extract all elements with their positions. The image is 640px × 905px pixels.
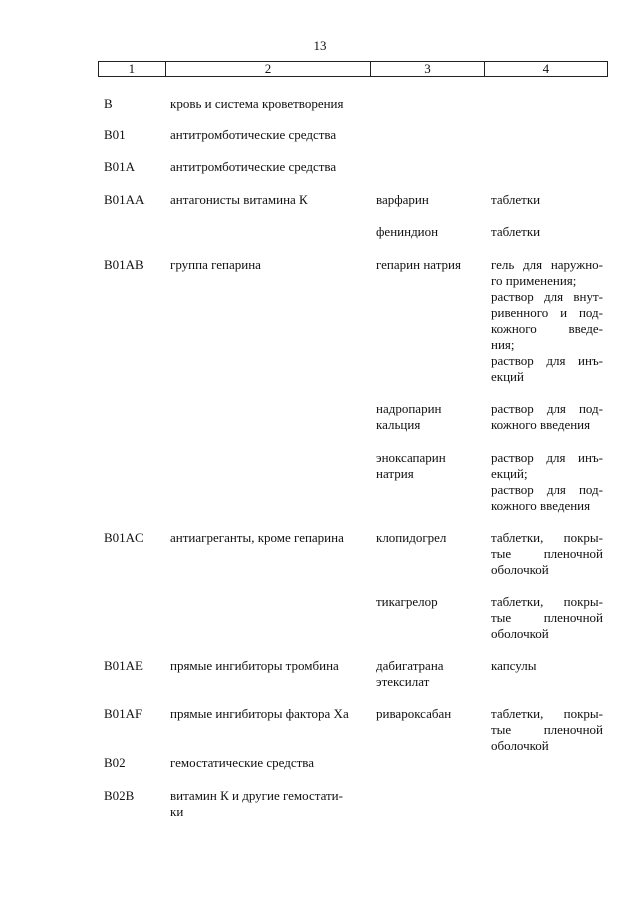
atc-group-name-line: антиагреганты, кроме гепарина: [170, 530, 344, 545]
drug-name: [376, 706, 482, 722]
drug-name-line: дабигатрана: [376, 658, 444, 673]
dosage-form: [491, 192, 603, 208]
dosage-form-line: тые пленочной: [491, 610, 603, 625]
atc-group-name-line: кровь и система кроветворения: [170, 96, 344, 111]
dosage-form-line: екций: [491, 369, 524, 384]
dosage-form-line: гель для наружно-: [491, 257, 603, 272]
dosage-form-line: раствор для инъ-: [491, 450, 603, 465]
dosage-form-line: раствор для внут-: [491, 289, 603, 304]
drug-name-line: этексилат: [376, 674, 430, 689]
atc-group-name-line: группа гепарина: [170, 257, 261, 272]
dosage-form-line: ривенного и под-: [491, 305, 603, 320]
atc-group-name: [170, 127, 370, 143]
atc-code: B01AE: [104, 658, 143, 673]
atc-group-name-line: ки: [170, 804, 184, 819]
dosage-form: [491, 658, 603, 674]
dosage-form-line: екций;: [491, 466, 528, 481]
drug-name-line: варфарин: [376, 192, 429, 207]
dosage-form-line: раствор для под-: [491, 401, 603, 416]
atc-code: B01AC: [104, 530, 144, 545]
dosage-form-line: кожного введения: [491, 498, 591, 513]
atc-group-name: [170, 192, 370, 208]
column-header-1: 1: [99, 62, 166, 77]
atc-code: B01A: [104, 159, 136, 174]
dosage-form-line: тые пленочной: [491, 546, 603, 561]
dosage-form-line: оболочкой: [491, 562, 549, 577]
dosage-form-line: оболочкой: [491, 626, 549, 641]
dosage-form: [491, 530, 603, 578]
atc-group-name-line: гемостатические средства: [170, 755, 315, 770]
dosage-form: [491, 401, 603, 433]
atc-group-name: [170, 96, 370, 112]
atc-group-name-line: прямые ингибиторы фактора Ха: [170, 706, 349, 721]
drug-name-line: ривароксабан: [376, 706, 452, 721]
drug-name-line: гепарин натрия: [376, 257, 461, 272]
atc-group-name-line: прямые ингибиторы тромбина: [170, 658, 339, 673]
dosage-form-line: го применения;: [491, 273, 577, 288]
dosage-form-line: ния;: [491, 337, 515, 352]
drug-name: [376, 530, 482, 546]
dosage-form-line: оболочкой: [491, 738, 549, 753]
dosage-form-line: кожного введе-: [491, 321, 603, 336]
dosage-form: [491, 594, 603, 642]
dosage-form: [491, 224, 603, 240]
atc-code: B01AA: [104, 192, 145, 207]
drug-name-line: надропарин: [376, 401, 442, 416]
dosage-form-line: таблетки, покры-: [491, 594, 603, 609]
dosage-form-line: тые пленочной: [491, 722, 603, 737]
drug-name: [376, 401, 482, 433]
drug-name: [376, 450, 482, 482]
drug-name-line: натрия: [376, 466, 414, 481]
dosage-form-line: таблетки, покры-: [491, 530, 603, 545]
atc-code: B02B: [104, 788, 135, 803]
atc-code: B: [104, 96, 113, 111]
atc-group-name: [170, 257, 370, 273]
atc-code: B01: [104, 127, 126, 142]
atc-group-name-line: антитромботические средства: [170, 159, 337, 174]
column-header-table: [98, 61, 608, 77]
dosage-form-line: кожного введения: [491, 417, 591, 432]
drug-name: [376, 594, 482, 610]
atc-group-name: [170, 706, 370, 722]
drug-name-line: эноксапарин: [376, 450, 446, 465]
dosage-form-line: таблетки: [491, 224, 541, 239]
atc-group-name-line: витамин К и другие гемостати-: [170, 788, 343, 803]
dosage-form-line: таблетки, покры-: [491, 706, 603, 721]
drug-name: [376, 224, 482, 240]
atc-code: B01AB: [104, 257, 144, 272]
page-number: 13: [313, 38, 327, 53]
drug-name-line: клопидогрел: [376, 530, 447, 545]
atc-group-name: [170, 788, 370, 820]
drug-name: [376, 257, 482, 273]
atc-group-name-line: антитромботические средства: [170, 127, 337, 142]
atc-group-name-line: антагонисты витамина К: [170, 192, 308, 207]
dosage-form-line: капсулы: [491, 658, 537, 673]
drug-name-line: фениндион: [376, 224, 439, 239]
atc-code: B02: [104, 755, 126, 770]
column-header-2: 2: [165, 62, 371, 77]
dosage-form-line: раствор для инъ-: [491, 353, 603, 368]
drug-name-line: кальция: [376, 417, 421, 432]
column-header-3: 3: [371, 62, 484, 77]
dosage-form: [491, 450, 603, 514]
drug-name: [376, 658, 482, 690]
dosage-form-line: раствор для под-: [491, 482, 603, 497]
atc-group-name: [170, 530, 370, 546]
column-header-4: 4: [484, 62, 607, 77]
drug-name-line: тикагрелор: [376, 594, 438, 609]
dosage-form-line: таблетки: [491, 192, 541, 207]
drug-name: [376, 192, 482, 208]
atc-group-name: [170, 159, 370, 175]
atc-code: B01AF: [104, 706, 143, 721]
dosage-form: [491, 257, 603, 385]
dosage-form: [491, 706, 603, 754]
atc-group-name: [170, 658, 370, 674]
atc-group-name: [170, 755, 370, 771]
